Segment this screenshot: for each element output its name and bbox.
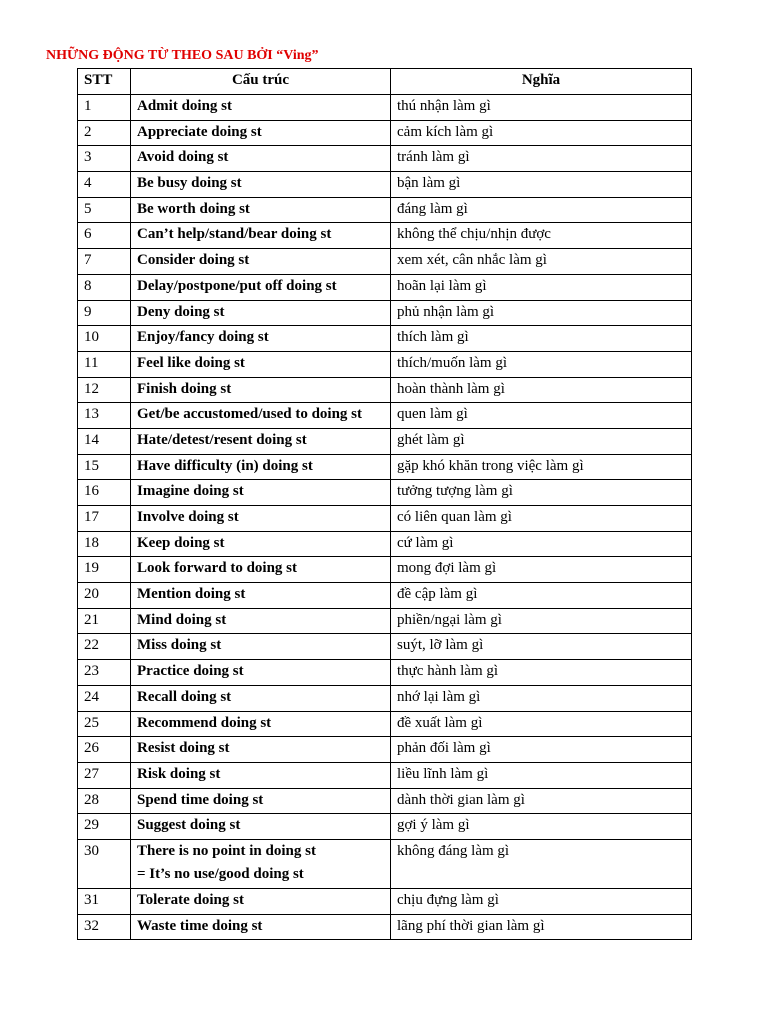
row-number: 10 [78, 326, 131, 352]
row-meaning: mong đợi làm gì [391, 557, 692, 583]
table-row [78, 326, 692, 352]
row-structure: Recall doing st [131, 685, 391, 711]
row-structure: Deny doing st [131, 300, 391, 326]
row-structure: Avoid doing st [131, 146, 391, 172]
table-row [78, 95, 692, 121]
row-meaning: liều lĩnh làm gì [391, 762, 692, 788]
table-header-row [78, 69, 692, 95]
row-meaning: thú nhận làm gì [391, 95, 692, 121]
row-structure: Have difficulty (in) doing st [131, 454, 391, 480]
table-row [78, 197, 692, 223]
row-number: 27 [78, 762, 131, 788]
row-number: 13 [78, 403, 131, 429]
table-row [78, 172, 692, 198]
row-meaning: cứ làm gì [391, 531, 692, 557]
row-meaning: thích/muốn làm gì [391, 351, 692, 377]
table-row [78, 300, 692, 326]
row-number: 17 [78, 506, 131, 532]
row-structure: Spend time doing st [131, 788, 391, 814]
header-stt: STT [78, 69, 131, 95]
row-structure: Get/be accustomed/used to doing st [131, 403, 391, 429]
verb-table [77, 68, 692, 940]
row-meaning: thực hành làm gì [391, 660, 692, 686]
table-row [78, 377, 692, 403]
row-number: 19 [78, 557, 131, 583]
row-number: 7 [78, 249, 131, 275]
row-meaning: nhớ lại làm gì [391, 685, 692, 711]
table-row [78, 608, 692, 634]
table-body [78, 95, 692, 940]
row-structure: Practice doing st [131, 660, 391, 686]
row-meaning: chịu đựng làm gì [391, 888, 692, 914]
row-structure: Miss doing st [131, 634, 391, 660]
header-structure: Cấu trúc [131, 69, 391, 95]
row-meaning: hoàn thành làm gì [391, 377, 692, 403]
row-structure: Waste time doing st [131, 914, 391, 940]
row-structure: Imagine doing st [131, 480, 391, 506]
row-structure: Consider doing st [131, 249, 391, 275]
row-number: 16 [78, 480, 131, 506]
row-meaning: tưởng tượng làm gì [391, 480, 692, 506]
row-number: 21 [78, 608, 131, 634]
row-number: 32 [78, 914, 131, 940]
row-number: 12 [78, 377, 131, 403]
row-meaning: suýt, lỡ làm gì [391, 634, 692, 660]
row-structure: Look forward to doing st [131, 557, 391, 583]
table-row [78, 737, 692, 763]
table-row [78, 506, 692, 532]
row-meaning: không đáng làm gì [391, 839, 692, 888]
table-row [78, 428, 692, 454]
table-row [78, 557, 692, 583]
row-structure: Be busy doing st [131, 172, 391, 198]
table-row [78, 634, 692, 660]
row-number: 18 [78, 531, 131, 557]
row-number: 5 [78, 197, 131, 223]
row-structure: Recommend doing st [131, 711, 391, 737]
row-number: 31 [78, 888, 131, 914]
row-structure: Appreciate doing st [131, 120, 391, 146]
row-number: 6 [78, 223, 131, 249]
row-meaning: cảm kích làm gì [391, 120, 692, 146]
row-structure: Mind doing st [131, 608, 391, 634]
row-number: 1 [78, 95, 131, 121]
row-meaning: có liên quan làm gì [391, 506, 692, 532]
table-row [78, 914, 692, 940]
row-number: 22 [78, 634, 131, 660]
table-row [78, 788, 692, 814]
row-meaning: gặp khó khăn trong việc làm gì [391, 454, 692, 480]
table-row [78, 660, 692, 686]
row-structure: Mention doing st [131, 583, 391, 609]
row-structure: Admit doing st [131, 95, 391, 121]
table-row [78, 888, 692, 914]
row-number: 24 [78, 685, 131, 711]
table-row [78, 120, 692, 146]
row-structure: Feel like doing st [131, 351, 391, 377]
row-structure: Risk doing st [131, 762, 391, 788]
row-structure: Finish doing st [131, 377, 391, 403]
table-row [78, 531, 692, 557]
row-structure: Enjoy/fancy doing st [131, 326, 391, 352]
row-meaning: phủ nhận làm gì [391, 300, 692, 326]
row-meaning: phiền/ngại làm gì [391, 608, 692, 634]
row-number: 30 [78, 839, 131, 888]
row-number: 28 [78, 788, 131, 814]
row-number: 8 [78, 274, 131, 300]
structure-line-1: There is no point in doing st [137, 842, 316, 859]
row-meaning: bận làm gì [391, 172, 692, 198]
row-number: 29 [78, 814, 131, 840]
row-meaning: tránh làm gì [391, 146, 692, 172]
table-row [78, 274, 692, 300]
row-meaning: xem xét, cân nhắc làm gì [391, 249, 692, 275]
row-number: 14 [78, 428, 131, 454]
table-row [78, 762, 692, 788]
row-structure: Hate/detest/resent doing st [131, 428, 391, 454]
table-row [78, 249, 692, 275]
row-number: 23 [78, 660, 131, 686]
row-meaning: ghét làm gì [391, 428, 692, 454]
structure-line-2: = It’s no use/good doing st [137, 865, 304, 882]
row-structure: Can’t help/stand/bear doing st [131, 223, 391, 249]
row-meaning: thích làm gì [391, 326, 692, 352]
row-structure: Tolerate doing st [131, 888, 391, 914]
row-structure: Keep doing st [131, 531, 391, 557]
row-structure [131, 839, 391, 888]
table-row [78, 583, 692, 609]
row-number: 20 [78, 583, 131, 609]
row-number: 3 [78, 146, 131, 172]
row-structure: Delay/postpone/put off doing st [131, 274, 391, 300]
row-meaning: quen làm gì [391, 403, 692, 429]
table-row [78, 814, 692, 840]
row-structure: Be worth doing st [131, 197, 391, 223]
row-structure: Resist doing st [131, 737, 391, 763]
table-row [78, 685, 692, 711]
row-meaning: đề cập làm gì [391, 583, 692, 609]
table-row [78, 839, 692, 888]
row-number: 25 [78, 711, 131, 737]
header-meaning: Nghĩa [391, 69, 692, 95]
table-row [78, 454, 692, 480]
row-number: 26 [78, 737, 131, 763]
row-meaning: không thể chịu/nhịn được [391, 223, 692, 249]
table-row [78, 146, 692, 172]
row-meaning: hoãn lại làm gì [391, 274, 692, 300]
row-meaning: đề xuất làm gì [391, 711, 692, 737]
row-meaning: đáng làm gì [391, 197, 692, 223]
row-structure: Suggest doing st [131, 814, 391, 840]
table-row [78, 403, 692, 429]
row-meaning: lãng phí thời gian làm gì [391, 914, 692, 940]
row-number: 9 [78, 300, 131, 326]
row-structure: Involve doing st [131, 506, 391, 532]
row-number: 2 [78, 120, 131, 146]
table-row [78, 223, 692, 249]
row-number: 15 [78, 454, 131, 480]
row-number: 4 [78, 172, 131, 198]
table-row [78, 711, 692, 737]
table-row [78, 480, 692, 506]
row-meaning: phản đối làm gì [391, 737, 692, 763]
row-number: 11 [78, 351, 131, 377]
document-title: NHỮNG ĐỘNG TỪ THEO SAU BỞI “Ving” [46, 48, 319, 63]
row-meaning: gợi ý làm gì [391, 814, 692, 840]
row-meaning: dành thời gian làm gì [391, 788, 692, 814]
table-row [78, 351, 692, 377]
